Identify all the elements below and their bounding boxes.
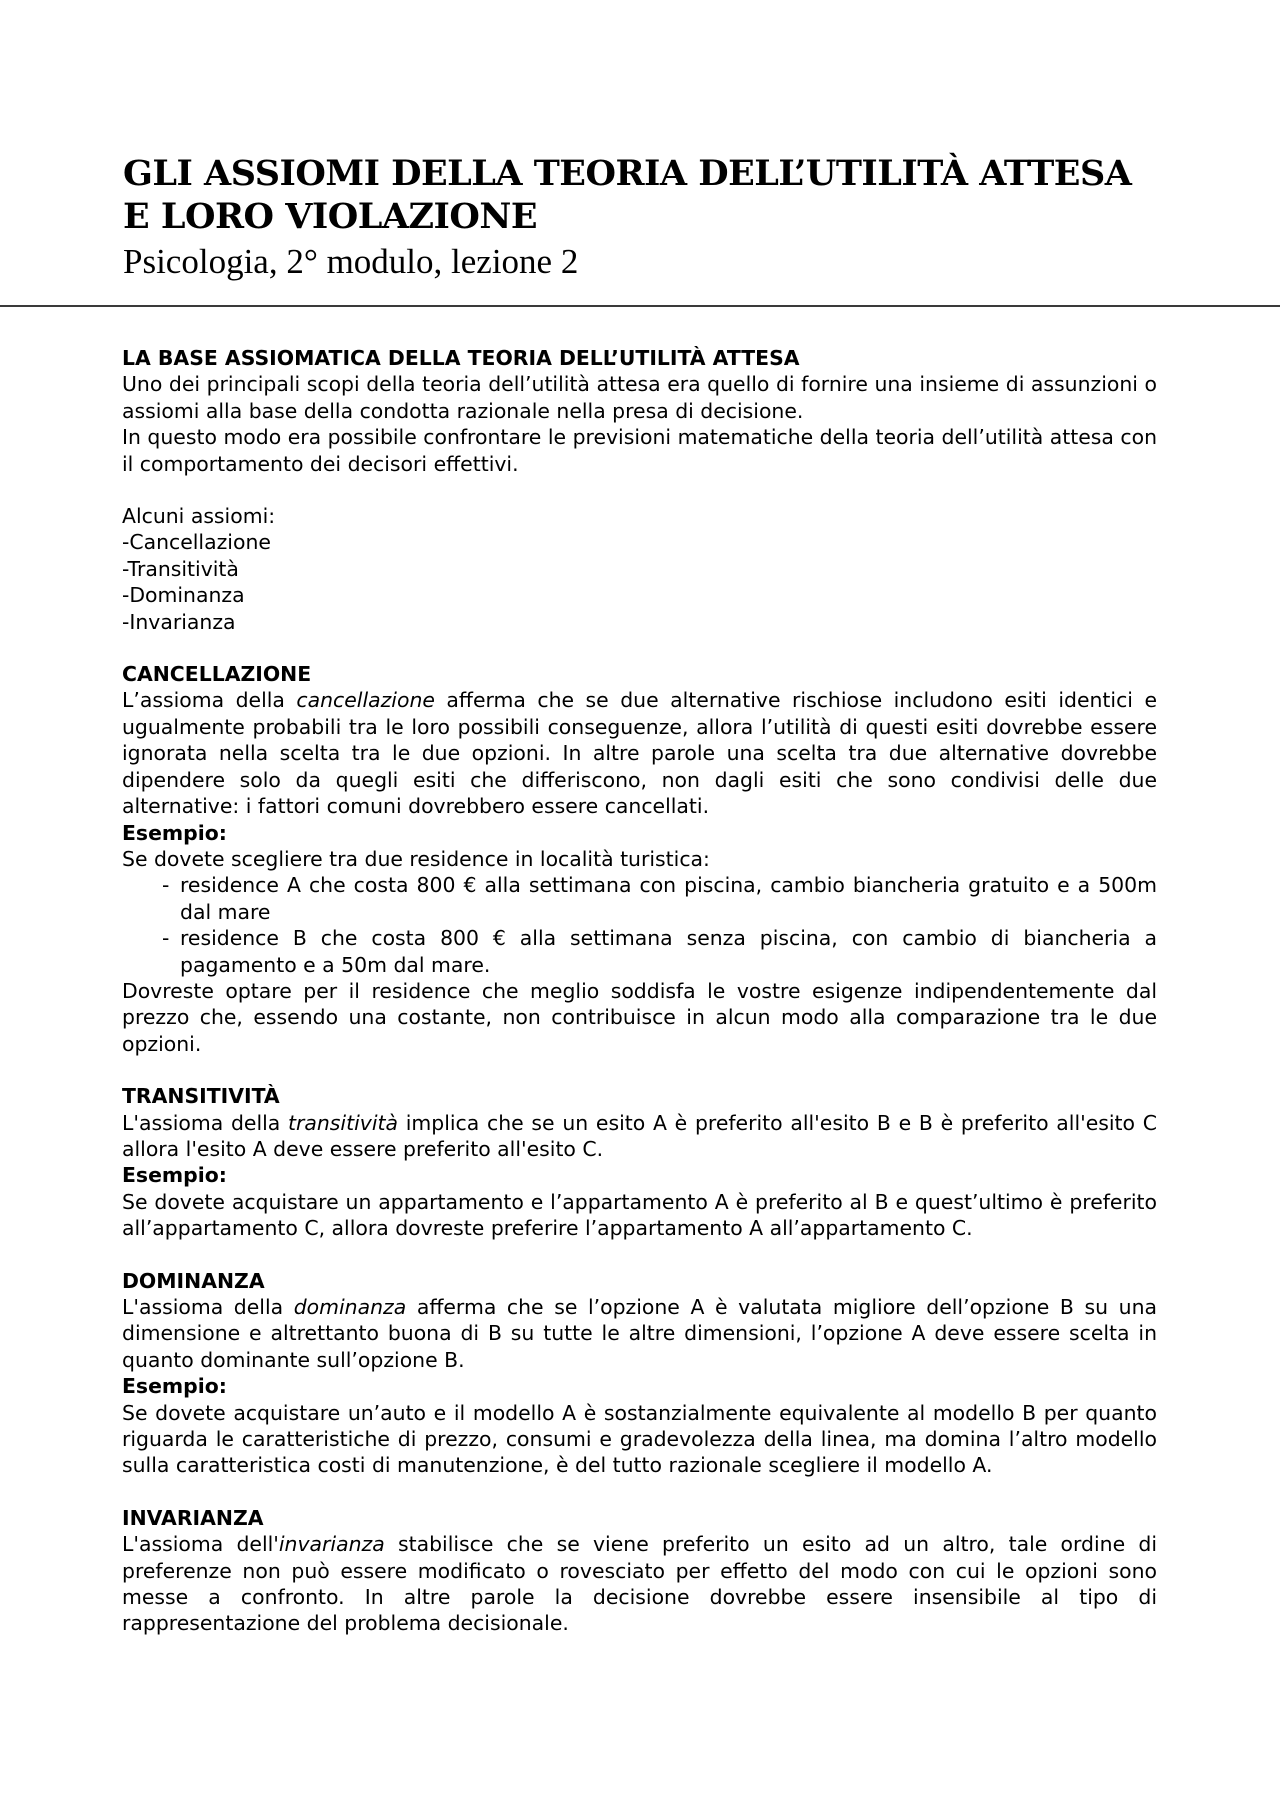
text-fragment: L’assioma della <box>122 688 297 713</box>
example-label: Esempio: <box>122 820 227 845</box>
section-heading-base: LA BASE ASSIOMATICA DELLA TEORIA DELL’UTILITÀ ATTESA <box>122 346 800 370</box>
example-bullet <box>122 872 1157 925</box>
paragraph-base-2: In questo modo era possibile confrontare le previsioni matematiche della teoria dell’utilità attesa con il comportamento dei decisori effettivi. <box>122 425 1157 476</box>
text-fragment: L'assioma della <box>122 1295 294 1319</box>
axiom-list-item: -Invarianza <box>122 609 236 634</box>
paragraph-transitivita <box>122 1110 1157 1163</box>
section-heading-cancellazione: CANCELLAZIONE <box>122 662 312 687</box>
spacer <box>122 477 1157 503</box>
emphasized-term: invarianza <box>278 1532 385 1557</box>
example-label: Esempio: <box>122 1163 227 1188</box>
section-heading-transitivita: TRANSITIVITÀ <box>122 1084 280 1109</box>
dash-bullet-icon: - <box>162 926 170 951</box>
emphasized-term: cancellazione <box>296 688 435 713</box>
spacer <box>122 1057 1157 1083</box>
text-fragment: L'assioma della <box>122 1110 289 1135</box>
example-bullet <box>122 925 1157 978</box>
spacer <box>122 635 1157 661</box>
text-fragment: implica che se un esito A è preferito all'esito B e B è preferito all'esito C allora l'esito A deve essere preferito all'esito C. <box>122 1110 1158 1161</box>
axioms-list-intro: Alcuni assiomi: <box>122 504 276 529</box>
document-subtitle: Psicologia, 2° modulo, lezione 2 <box>123 242 579 281</box>
section-heading-dominanza: DOMINANZA <box>122 1268 265 1293</box>
axiom-list-item: -Dominanza <box>122 583 245 608</box>
paragraph-invarianza <box>122 1531 1157 1637</box>
document-title <box>123 152 1183 238</box>
section-dominanza <box>122 1268 1157 1479</box>
axiom-list-item: -Cancellazione <box>122 530 271 555</box>
header-divider <box>0 305 1280 307</box>
example-text: Se dovete acquistare un appartamento e l’appartamento A è preferito al B e quest’ultimo è preferito all’appartamento C, allora dovreste preferire l’appartamento A all’appartamento C. <box>122 1189 1157 1241</box>
bullet-text: residence B che costa 800 € alla settimana senza piscina, con cambio di biancheria a pagamento e a 50m dal mare. <box>180 926 1157 977</box>
dash-bullet-icon: - <box>162 873 170 898</box>
example-intro: Se dovete scegliere tra due residence in località turistica: <box>122 846 710 871</box>
text-fragment: afferma che se due alternative rischiose includono esiti identici e ugualmente probabili tra le loro possibili conseguenze, allora l’utilità di questi esiti dovrebbe essere ignorata nella scelta tra le due opzioni. In altre parole una scelta tra due alternative dovrebbe dipendere solo da quegli esiti che differiscono, non dagli esiti che sono condivisi delle due alternative: i fattori comuni dovrebbero essere cancellati. <box>122 688 1157 819</box>
example-conclusion: Dovreste optare per il residence che meglio soddisfa le vostre esigenze indipendentemente dal prezzo che, essendo una costante, non contribuisce in alcun modo alla comparazione tra le due opzioni. <box>122 978 1157 1056</box>
emphasized-term: dominanza <box>293 1295 407 1319</box>
emphasized-term: transitività <box>288 1110 398 1135</box>
text-fragment: L'assioma dell' <box>122 1532 279 1557</box>
title-line-1: GLI ASSIOMI DELLA TEORIA DELL’UTILITÀ ATTESA <box>123 153 1132 194</box>
text-fragment: afferma che se l’opzione A è valutata migliore dell’opzione B su una dimensione e altrettanto buona di B su tutte le altre dimensioni, l’opzione A deve essere scelta in quanto dominante sull’opzione B. <box>122 1295 1157 1372</box>
paragraph-dominanza <box>122 1294 1157 1373</box>
example-text: Se dovete acquistare un’auto e il modello A è sostanzialmente equivalente al modello B per quanto riguarda le caratteristiche di prezzo, consumi e gradevolezza della linea, ma domina l’altro modello sulla caratteristica costi di manutenzione, è del tutto razionale scegliere il modello A. <box>122 1400 1157 1478</box>
section-axioms-list <box>122 503 1157 635</box>
document-header <box>123 152 1183 284</box>
spacer <box>122 1479 1157 1505</box>
paragraph-cancellazione <box>122 687 1157 819</box>
axiom-list-item: -Transitività <box>122 556 239 581</box>
section-transitivita <box>122 1083 1157 1241</box>
section-invarianza <box>122 1505 1157 1637</box>
section-base-assiomatica <box>122 345 1157 477</box>
example-label: Esempio: <box>122 1374 227 1399</box>
bullet-text: residence A che costa 800 € alla settimana con piscina, cambio biancheria gratuito e a 500m dal mare <box>180 873 1157 924</box>
title-line-2: E LORO VIOLAZIONE <box>123 196 538 237</box>
paragraph-base-1: Uno dei principali scopi della teoria dell’utilità attesa era quello di fornire una insieme di assunzioni o assiomi alla base della condotta razionale nella presa di decisione. <box>122 372 1157 423</box>
document-body <box>122 345 1157 1637</box>
spacer <box>122 1242 1157 1268</box>
section-cancellazione <box>122 661 1157 1057</box>
section-heading-invarianza: INVARIANZA <box>122 1505 264 1530</box>
text-fragment: stabilisce che se viene preferito un esito ad un altro, tale ordine di preferenze non può essere modificato o rovesciato per effetto del modo con cui le opzioni sono messe a confronto. In altre parole la decisione dovrebbe essere insensibile al tipo di rappresentazione del problema decisionale. <box>122 1532 1157 1636</box>
example-bullet-list <box>122 872 1157 978</box>
